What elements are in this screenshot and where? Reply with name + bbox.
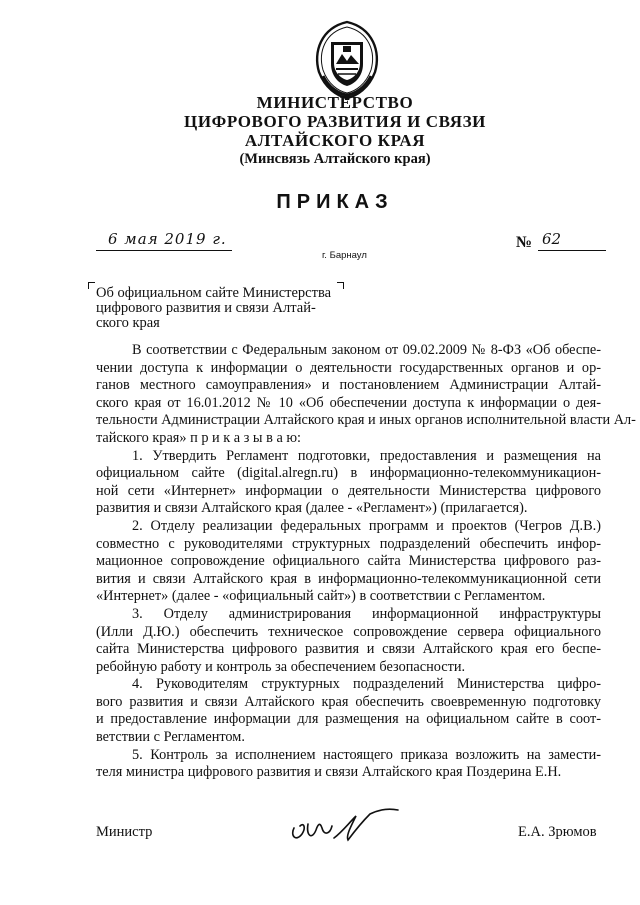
text-line: 5. Контроль за исполнением настоящего приказа возложить на замести-: [132, 746, 601, 763]
number-underline: [538, 250, 606, 251]
order-body: [96, 342, 636, 782]
ministry-abbreviation: (Минсвязь Алтайского края): [239, 151, 431, 167]
ministry-name-line-2: ЦИФРОВОГО РАЗВИТИЯ И СВЯЗИ: [184, 112, 486, 131]
text-line: мационное сопровождение официального сайта Министерства цифрового раз-: [96, 553, 601, 570]
text-line: «Интернет» (далее - «официальный сайт») в соответствии с Регламентом.: [96, 588, 546, 605]
document-type-title: ПРИКАЗ: [276, 191, 394, 213]
paragraph-item-1: [96, 448, 601, 518]
paragraph-item-2: [96, 518, 601, 606]
text-line: ганов местного самоуправления» и постановлением Администрации Алтай-: [96, 377, 601, 394]
text-line: ветствии с Регламентом.: [96, 729, 245, 746]
text-line: тельности Администрации Алтайского края и иных органов исполнительной власти Ал-: [96, 412, 636, 429]
text-line: и предоставление информации для размещения на официальном сайте в соот-: [96, 711, 601, 728]
order-subject: [96, 286, 342, 331]
paragraph-preamble: [96, 342, 636, 448]
subject-line: ского края: [96, 315, 160, 331]
coat-of-arms-icon: [309, 18, 385, 102]
text-line: 3. Отделу администрирования информационной инфраструктуры: [132, 605, 601, 622]
text-line: вития и связи Алтайского края в информационно-телекоммуникационной сети: [96, 570, 601, 587]
text-line: В соответствии с Федеральным законом от 09.02.2009 № 8-ФЗ «Об обеспе-: [132, 342, 601, 358]
subject-line: Об официальном сайте Министерства: [96, 285, 332, 301]
text-line: совместно с руководителями структурных подразделений обеспечить инфор-: [96, 535, 601, 552]
paragraph-item-4: [96, 676, 601, 746]
issue-city: г. Барнаул: [322, 250, 367, 261]
subject-line: цифрового развития и связи Алтай-: [96, 300, 316, 316]
text-line: теля министра цифрового развития и связи Алтайского края Поздерина Е.Н.: [96, 764, 562, 781]
paragraph-item-5: [96, 747, 601, 782]
subject-corner-left: [88, 282, 95, 289]
text-line: (Илли Д.Ю.) обеспечить техническое сопровождение сервера официального: [96, 623, 601, 640]
text-line: вого развития и связи Алтайского края обеспечить своевременную подготовку: [96, 693, 601, 710]
text-line: 4. Руководителям структурных подразделений Министерства цифро-: [132, 676, 601, 693]
paragraph-item-3: [96, 606, 601, 676]
text-line: ского края от 16.01.2012 № 10 «Об обеспечении доступа к информации о дея-: [96, 394, 601, 411]
text-line: развития и связи Алтайского края (далее - «Регламент») (прилагается).: [96, 500, 528, 517]
text-line: официальном сайте (digital.alregn.ru) в информационно-телекоммуникацион-: [96, 465, 601, 482]
signatory-name: Е.А. Зрюмов: [518, 824, 597, 840]
order-date: 6 мая 2019 г.: [108, 230, 227, 248]
text-line: сайта Министерства цифрового развития и связи Алтайского края его беспе-: [96, 641, 601, 658]
date-underline: [96, 250, 232, 251]
text-line: чении доступа к информации о деятельности государственных органов и ор-: [96, 359, 601, 376]
signatory-title: Министр: [96, 824, 153, 840]
text-line: 2. Отделу реализации федеральных программ и проектов (Чегров Д.В.): [132, 517, 601, 534]
order-number-label: №: [516, 234, 533, 251]
order-number: 62: [542, 230, 562, 248]
handwritten-signature-icon: [286, 804, 402, 848]
ministry-name-line-1: МИНИСТЕРСТВО: [256, 93, 414, 112]
text-line: ной сети «Интернет» информации о деятельности Министерства цифрового: [96, 482, 601, 499]
text-line: 1. Утвердить Регламент подготовки, предоставления и размещения на: [132, 447, 601, 464]
ministry-name-line-3: АЛТАЙСКОГО КРАЯ: [244, 131, 426, 150]
text-line: ребойную работу и контроль за обеспечением безопасности.: [96, 658, 466, 675]
text-line: тайского края» п р и к а з ы в а ю:: [96, 429, 302, 446]
